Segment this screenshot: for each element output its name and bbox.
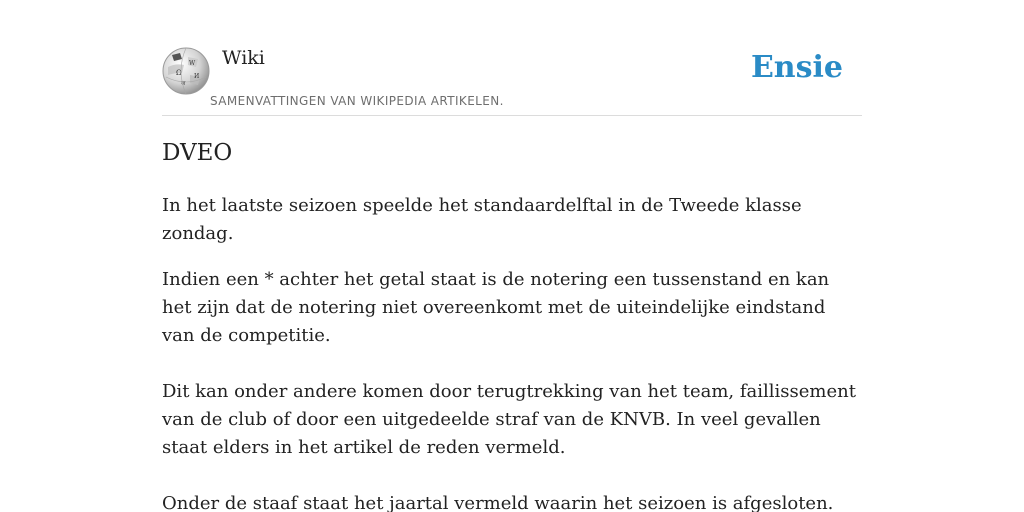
article-paragraph: Indien een * achter het getal staat is de notering een tussenstand en kan het zijn dat de notering niet overeenkomt met de uiteindelijke eindstand van de competitie. [162,269,830,346]
article-paragraph: In het laatste seizoen speelde het standaardelftal in de Tweede klasse zondag. [162,195,802,244]
svg-text:W: W [189,60,196,67]
site-name[interactable]: Wiki [222,47,265,69]
article-paragraph: Dit kan onder andere komen door terugtrekking van het team, faillissement van de club of door een uitgedeelde straf van de KNVB. In veel gevallen staat elders in het artikel de reden vermeld. [162,381,856,458]
site-tagline: SAMENVATTINGEN VAN WIKIPEDIA ARTIKELEN. [210,94,504,108]
svg-text:ज: ज [181,80,186,87]
svg-text:Ω: Ω [176,69,182,77]
svg-text:И: И [194,73,200,80]
wikipedia-globe-icon[interactable] [162,47,210,95]
article-content [162,192,862,512]
ensie-brand-link[interactable]: Ensie [750,50,843,85]
page-title: DVEO [162,140,233,166]
site-header [162,44,862,116]
article-paragraph: Onder de staaf staat het jaartal vermeld waarin het seizoen is afgesloten. [162,493,834,512]
